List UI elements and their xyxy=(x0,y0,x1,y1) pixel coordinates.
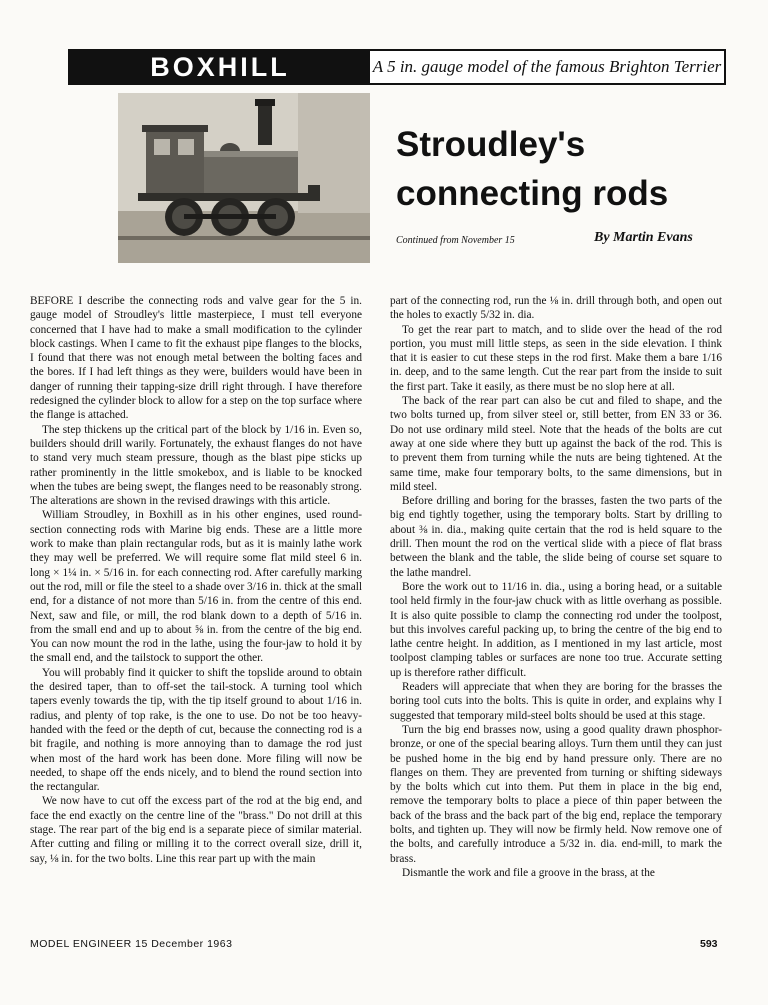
paragraph: Dismantle the work and file a groove in the brass, at the xyxy=(402,866,655,879)
series-tagline: A 5 in. gauge model of the famous Brighton Terrier xyxy=(372,57,722,76)
article-title-line-1: Stroudley's xyxy=(396,125,586,164)
paragraph: Before drilling and boring for the brasses, fasten the two parts of the big end tightly together, using the temporary bolts. Start by drilling to about ⅜ in. dia., making quite certain that the rod is held square to the drill. Then mount the rod on the vertical slide with a piece of flat brass between the blank and the table, the slide being of course set square to the lathe mandrel. xyxy=(390,495,722,579)
locomotive-photo xyxy=(118,93,370,263)
paragraph: The back of the rear part can also be cut and filed to shape, and the two bolts turned up, from silver steel or, still better, from EN 33 or 36. Do not use ordinary mild steel. Note that the heads of the bolts are cut away at one side where they butt up against the back of the rod. This is to prevent them from turning while the nuts are being tightened. At the same time, make four temporary bolts, to the same dimensions, but in mild steel. xyxy=(390,395,722,493)
paragraph: To get the rear part to match, and to slide over the head of the rod portion, you must mill little steps, as seen in the side elevation. I think that it is easier to cut these steps in the rod first. Make them a bare 1/16 in. deep, and to the same length. Cut the rear part from the inside to suit the first part. Take it easily, as there must be no slop here at all. xyxy=(390,323,722,393)
publication-footer: MODEL ENGINEER 15 December 1963 xyxy=(30,938,233,950)
paragraph: BEFORE I describe the connecting rods and valve gear for the 5 in. gauge model of Stroudley's little masterpiece, I must tell everyone concerned that I have had to make a small modification to the cylinder block castings. When I came to fit the exhaust pipe flanges to the blocks, I found that there was not enough metal between the bolting faces and the bores. If I had left things as they were, builders would have been in danger of running their tapping-size drill right through. I have therefore redesigned the cylinder block to allow for a step on the top surface where the flange is attached. xyxy=(30,295,362,422)
paragraph: Readers will appreciate that when they are boring for the brasses the boring tool cuts into the bolts. This is quite in order, and explains why I suggested that temporary mild-steel bolts should be used at this stage. xyxy=(390,681,722,722)
article-title-line-2: connecting rods xyxy=(396,174,669,213)
page-number: 593 xyxy=(700,938,718,950)
paragraph: part of the connecting rod, run the ⅛ in. drill through both, and open out the holes to exactly 5/32 in. dia. xyxy=(390,295,722,322)
paragraph: William Stroudley, in Boxhill as in his other engines, used round-section connecting rods with Marine big ends. These are a little more work to make than plain rectangular rods, but as it is mainly lathe work they may well be preferred. We will require some flat mild steel 6 in. long × 1¼ in. × 5/16 in. for each connecting rod. After carefully marking out the rod, mill or file the steel to a shade over 3/16 in. thick at the small end, for a distance of not more than 5/16 in. from the centre of this end. Next, saw and file, or mill, the rod blank down to a depth of 5/16 in. from the small end and up to about ⅝ in. from the centre of the big end. You can now mount the rod in the lathe, using the four-jaw to hold it by the small end, and the tailstock to support the other. xyxy=(30,509,362,665)
right-column xyxy=(390,294,722,880)
paragraph: Bore the work out to 11/16 in. dia., using a boring head, or a suitable tool held firmly in the four-jaw chuck with as little overhang as possible. It is also quite possible to clamp the connecting rod under the toolpost, but this involves careful packing up, to bring the centre of the big end to lathe centre height. In addition, as I mentioned in my last article, most toolpost clamping tables or surfaces are none too true. Accurate setting up is therefore rather difficult. xyxy=(390,580,722,679)
paragraph: We now have to cut off the excess part of the rod at the big end, and face the end exactly on the centre line of the "brass." Do not drill at this stage. The rear part of the big end is a separate piece of similar material. After cutting and filing or milling it to the correct overall size, drill it, say, ⅛ in. for the two bolts. Line this rear part up with the main xyxy=(30,795,362,865)
continued-note: Continued from November 15 xyxy=(396,235,515,246)
paragraph: You will probably find it quicker to shift the topslide around to obtain the desired taper, than to off-set the tail-stock. A turning tool which tapers evenly towards the tip, with the tip itself ground to about 1/16 in. radius, and plenty of top rake, is the one to use. Do not be too heavy-handed with the feed or the depth of cut, because the connecting rod is a bit fragile, and nothing is more annoying than to damage the rod just when most of the hard work has been done. More filing will now be needed, to shape off the ends nicely, and to blend the round section into the rectangular. xyxy=(30,666,362,794)
series-banner xyxy=(68,49,726,85)
author-byline: By Martin Evans xyxy=(594,230,693,245)
left-column xyxy=(30,294,362,866)
paragraph: The step thickens up the critical part of the block by 1/16 in. Even so, builders should drill warily. Fortunately, the exhaust flanges do not have to stand very much steam pressure, though as the blast pipe sticks up rather prominently in the little smokebox, and is liable to be knocked when the tubes are being swept, the flanges need to be reasonably strong. The alterations are shown in the revised drawings with this article. xyxy=(30,423,362,508)
paragraph: Turn the big end brasses now, using a good quality drawn phosphor-bronze, or one of the special bearing alloys. Turn them until they can just be pushed home in the big end by hand pressure only. There are no flanges on them. They are prevented from turning or shifting sideways by the bolts which cut into them. Put them in place in the big end, remove the temporary bolts to place a piece of thin paper between the back of the brass and the back part of the big end, replace the temporary bolts, and tighten up. They will now be firmly held. Now remove one of the bolts, and carefully introduce a 5/32 in. dia. end-mill, to mark the brass. xyxy=(390,723,722,865)
series-title: BOXHILL xyxy=(70,51,370,83)
article-title xyxy=(396,120,726,218)
